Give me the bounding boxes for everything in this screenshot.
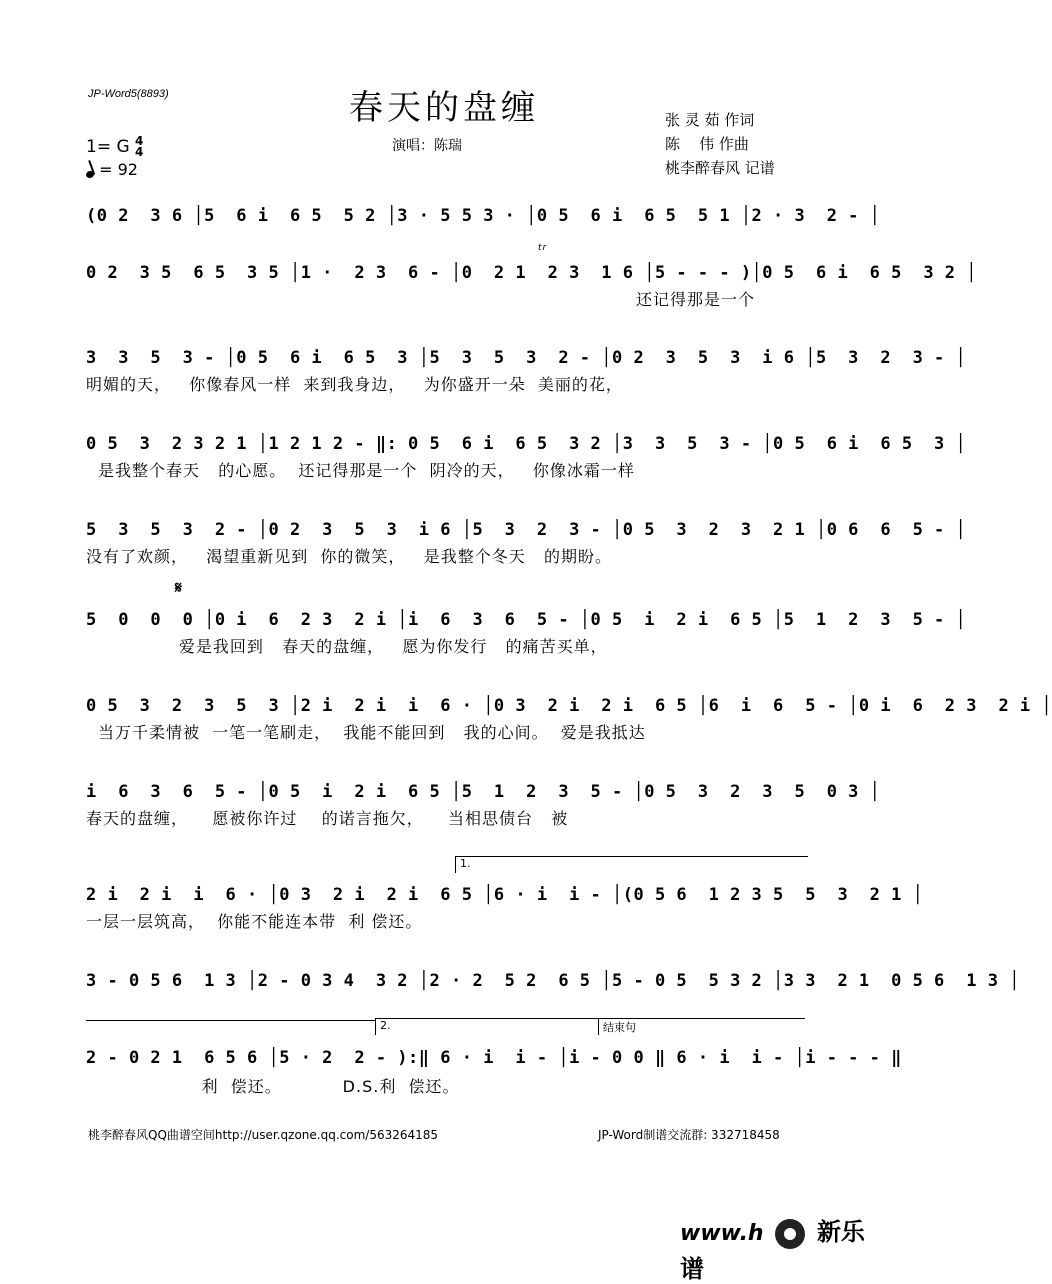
notation-line: 5 0 0 0 │0 i 6 2 3 2 i │i 6 3 6 5 - │0 5 i 2 i 6 5 │5 1 2 3 5 - │ (86, 610, 967, 630)
segno-icon: 𝄋 (175, 578, 182, 597)
notation-line: (0 2 3 6 │5 6 i 6 5 5 2 │3 · 5 5 3 · │0 5 6 i 6 5 5 1 │2 · 3 2 - │ (86, 206, 881, 226)
staff-system (86, 877, 924, 931)
trill-mark: tr (538, 243, 548, 253)
lyric-line: 当万千柔情被 一笔一笔刷走， 我能不能回到 我的心间。 爱是我抵达 (98, 723, 646, 742)
lyric-line: 利 偿还。 D.S.利 偿还。 (86, 1077, 460, 1096)
footer-group: JP-Word制谱交流群: 332718458 (598, 1128, 780, 1142)
time-bottom: 4 (135, 145, 144, 159)
notation-line: 5 3 5 3 2 - │0 2 3 5 3 i 6 │5 3 2 3 - │0 5 3 2 3 2 1 │0 6 6 5 - │ (86, 520, 967, 540)
staff-system (86, 426, 967, 480)
tempo-marking (86, 160, 138, 179)
key-signature (86, 136, 143, 158)
time-signature (135, 136, 143, 158)
staff-system (86, 512, 967, 566)
quarter-note-icon (85, 170, 95, 179)
notation-line: 2 i 2 i i 6 · │0 3 2 i 2 i 6 5 │6 · i i - │(0 5 6 1 2 3 5 5 3 2 1 │ (86, 885, 924, 905)
coda-label: 结束句 (603, 1021, 636, 1034)
software-label: JP-Word5(8893) (88, 88, 169, 100)
transcriber: 桃李醉春风 记谱 (665, 159, 775, 177)
volta-bracket-2 (375, 1018, 598, 1035)
staff-system (86, 198, 881, 240)
notation-line: 3 - 0 5 6 1 3 │2 - 0 3 4 3 2 │2 · 2 5 2 6 5 │5 - 0 5 5 3 2 │3 3 2 1 0 5 6 1 3 │ (86, 971, 1020, 991)
notation-line: 0 5 3 2 3 5 3 │2 i 2 i i 6 · │0 3 2 i 2 i 6 5 │6 i 6 5 - │0 i 6 2 3 2 i │ (86, 696, 1052, 716)
composer: 陈 伟 作曲 (665, 135, 749, 153)
notation-line: i 6 3 6 5 - │0 5 i 2 i 6 5 │5 1 2 3 5 - │0 5 3 2 3 5 0 3 │ (86, 782, 881, 802)
time-top: 4 (135, 134, 144, 148)
coda-bracket (598, 1018, 805, 1035)
staff-system (86, 340, 967, 394)
singer: 演唱：陈瑞 (392, 138, 462, 154)
lyric-line: 一层一层筑高， 你能不能连本带 利 偿还。 (86, 912, 423, 931)
lyric-line: 明媚的天， 你像春风一样 来到我身边， 为你盛开一朵 美丽的花， (86, 375, 623, 394)
key-label: 1= G (86, 137, 130, 157)
volta-bracket-1 (455, 856, 808, 873)
brand-url: www.h (680, 1221, 764, 1246)
staff-system (86, 243, 977, 309)
staff-system (86, 1040, 902, 1096)
lyric-line: 爱是我回到 春天的盘缠， 愿为你发行 的痛苦买单， (118, 637, 608, 656)
footer-source: 桃李醉春风QQ曲谱空间http://user.qzone.qq.com/563264185 (88, 1128, 439, 1142)
brand-name: 新乐谱 (680, 1218, 865, 1283)
notation-line: 0 2 3 5 6 5 3 5 │1 · 2 3 6 - │0 2 1 2 3 1 6 │5 - - - )│0 5 6 i 6 5 3 2 │ (86, 263, 977, 283)
credits (665, 108, 775, 180)
notation-line: 2 - 0 2 1 6 5 6 │5 · 2 2 - ):‖ 6 · i i - │i - 0 0 ‖ 6 · i i - │i - - - ‖ (86, 1048, 902, 1068)
lyric-line: 还记得那是一个 (636, 290, 756, 309)
brand-watermark (680, 1212, 888, 1284)
notation-line: 0 5 3 2 3 2 1 │1 2 1 2 - ‖: 0 5 6 i 6 5 3 2 │3 3 5 3 - │0 5 6 i 6 5 3 │ (86, 434, 967, 454)
lyric-line: 春天的盘缠， 愿被你许过 的诺言拖欠， 当相思债台 被 (86, 809, 569, 828)
volta-label: 1. (460, 857, 471, 870)
notation-line: 3 3 5 3 - │0 5 6 i 6 5 3 │5 3 5 3 2 - │0 2 3 5 3 i 6 │5 3 2 3 - │ (86, 348, 967, 368)
lyric-line: 是我整个春天 的心愿。 还记得那是一个 阴冷的天， 你像冰霜一样 (98, 461, 635, 480)
staff-system (86, 774, 881, 828)
staff-system (86, 963, 1020, 1005)
lyricist: 张 灵 茹 作词 (665, 111, 755, 129)
volta-label: 2. (380, 1019, 391, 1032)
record-icon (775, 1219, 805, 1249)
staff-system (86, 688, 1052, 742)
tempo-value: = 92 (99, 160, 138, 179)
staff-system (86, 602, 967, 656)
song-title: 春天的盘缠 (349, 88, 539, 128)
lyric-line: 没有了欢颜， 渴望重新见到 你的微笑， 是我整个冬天 的期盼。 (86, 547, 612, 566)
repeat-line (86, 1020, 376, 1021)
